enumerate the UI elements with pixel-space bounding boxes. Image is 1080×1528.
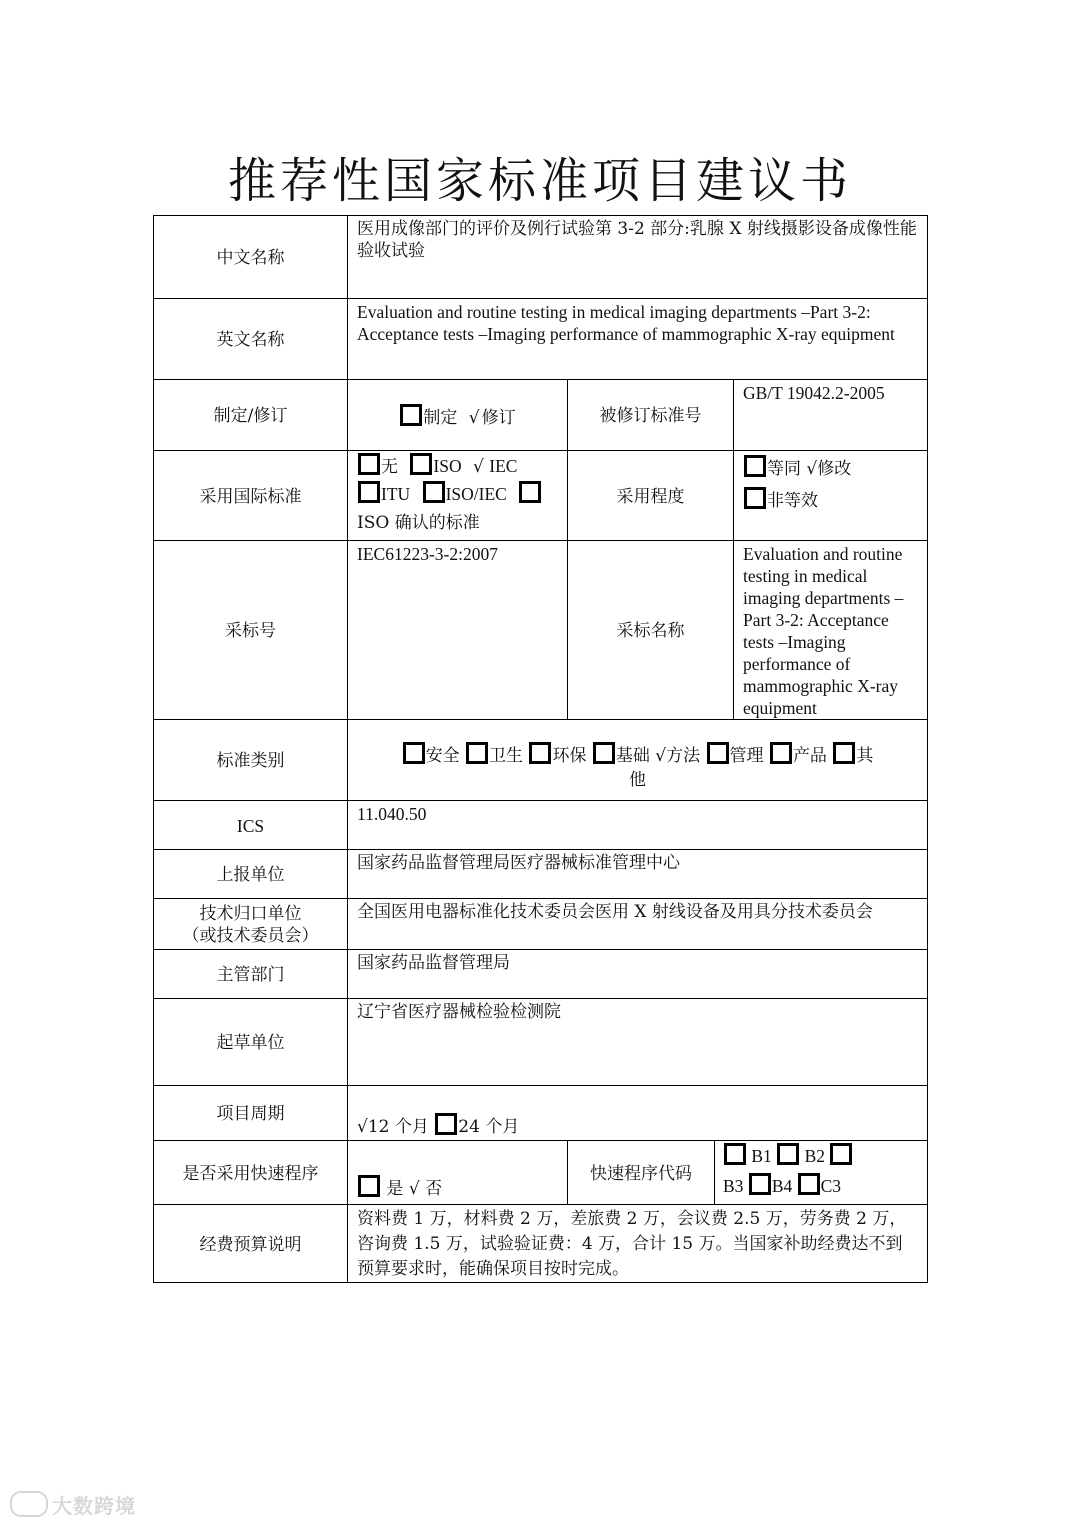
checkbox-fast-yes[interactable] [358, 1175, 380, 1197]
opt-iec-label: IEC [489, 456, 518, 476]
row-category [154, 720, 928, 801]
row-en-name [154, 299, 928, 380]
checkbox-management[interactable] [707, 742, 729, 764]
tech-label [154, 899, 348, 950]
health-label: 卫生 [489, 746, 524, 766]
b1-label: B1 [751, 1146, 772, 1166]
fast-label: 是否采用快速程序 [154, 1141, 348, 1205]
ics-value: 11.040.50 [348, 801, 928, 850]
checkbox-iso-recognized[interactable] [519, 481, 541, 503]
intl-options [348, 451, 568, 541]
other-label-b: 他 [629, 770, 646, 790]
checkbox-b4[interactable] [749, 1173, 771, 1195]
revised-number-value: GB/T 19042.2-2005 [734, 380, 928, 451]
dept-value: 国家药品监督管理局 [348, 950, 928, 999]
watermark [10, 1490, 136, 1519]
checkbox-safety[interactable] [403, 742, 425, 764]
checkbox-b3[interactable] [830, 1143, 852, 1165]
checkbox-b2[interactable] [777, 1143, 799, 1165]
check-mark: √ [473, 457, 484, 477]
period-12-label: 12 个月 [367, 1117, 429, 1137]
check-mark: √ [806, 459, 818, 479]
ics-label: ICS [154, 801, 348, 850]
fast-code-options [715, 1141, 928, 1205]
row-revise [154, 380, 928, 451]
method-label: 方法 [666, 746, 701, 766]
submitter-value: 国家药品监督管理局医疗器械标准管理中心 [348, 850, 928, 899]
en-name-value: Evaluation and routine testing in medical imaging departments –Part 3-2: Acceptance tests –Imaging performance of mammographic X-ray equipment [348, 299, 928, 380]
revised-number-label: 被修订标准号 [568, 380, 734, 451]
checkbox-other[interactable] [833, 742, 855, 764]
product-label: 产品 [792, 746, 827, 766]
fast-yes-label: 是 [386, 1179, 404, 1199]
tech-label-line2: （或技术委员会） [182, 926, 319, 946]
row-budget [154, 1205, 928, 1283]
adopt-name-label: 采标名称 [568, 541, 734, 720]
revise-label: 制定/修订 [154, 380, 348, 451]
row-period [154, 1086, 928, 1141]
environment-label: 环保 [552, 746, 587, 766]
basic-label: 基础 [615, 746, 650, 766]
row-cn-name [154, 216, 928, 299]
checkbox-b1[interactable] [724, 1143, 746, 1165]
period-options [348, 1086, 928, 1141]
other-label-a: 其 [856, 746, 874, 766]
watermark-logo-icon [10, 1491, 48, 1517]
tech-value: 全国医用电器标准化技术委员会医用 X 射线设备及用具分技术委员会 [348, 899, 928, 950]
en-name-label: 英文名称 [154, 299, 348, 380]
fast-options [348, 1141, 568, 1205]
checkbox-24-months[interactable] [435, 1113, 457, 1135]
drafter-value: 辽宁省医疗器械检验检测院 [348, 999, 928, 1086]
cn-name-value: 医用成像部门的评价及例行试验第 3-2 部分:乳腺 X 射线摄影设备成像性能验收试验 [348, 216, 928, 299]
fast-no-label: 否 [425, 1179, 443, 1199]
formulate-label: 制定 [423, 407, 458, 428]
category-label: 标准类别 [154, 720, 348, 801]
row-fast [154, 1141, 928, 1205]
tech-label-line1: 技术归口单位 [199, 904, 302, 924]
row-submitter [154, 850, 928, 899]
revise-option-label: 修订 [481, 407, 516, 428]
b4-label: B4 [771, 1176, 793, 1196]
management-label: 管理 [729, 746, 764, 766]
category-options [348, 720, 928, 801]
adopt-number: IEC61223-3-2:2007 [348, 541, 568, 720]
period-24-label: 24 个月 [458, 1117, 520, 1137]
checkbox-product[interactable] [770, 742, 792, 764]
check-mark: √ [408, 1179, 420, 1199]
degree-label: 采用程度 [568, 451, 734, 541]
budget-label: 经费预算说明 [154, 1205, 348, 1283]
check-mark: √ [655, 746, 667, 766]
deg-modify-label: 修改 [817, 459, 852, 479]
fast-code-label: 快速程序代码 [568, 1141, 715, 1205]
b3-label: B3 [723, 1176, 744, 1196]
checkbox-nonequal[interactable] [744, 487, 766, 509]
checkbox-equal[interactable] [744, 455, 766, 477]
dept-label: 主管部门 [154, 950, 348, 999]
degree-options [734, 451, 928, 541]
checkbox-environment[interactable] [529, 742, 551, 764]
row-tech [154, 899, 928, 950]
row-dept [154, 950, 928, 999]
row-adopt [154, 541, 928, 720]
deg-nonequal-label: 非等效 [767, 491, 818, 511]
opt-iso-label: ISO [433, 456, 462, 476]
opt-iso-recognized-label: ISO 确认的标准 [357, 513, 480, 533]
checkbox-isoiec[interactable] [423, 481, 445, 503]
checkbox-c3[interactable] [798, 1173, 820, 1195]
opt-isoiec-label: ISO/IEC [445, 484, 507, 504]
b2-label: B2 [804, 1146, 825, 1166]
page-title: 推荐性国家标准项目建议书 [227, 153, 852, 209]
opt-none-label: 无 [381, 457, 398, 477]
deg-equal-label: 等同 [767, 459, 801, 479]
budget-value: 资料费 1 万，材料费 2 万，差旅费 2 万，会议费 2.5 万，劳务费 2 万，咨询费 1.5 万，试验验证费：4 万，合计 15 万。当国家补助经费达不到预算要求时，能确保项目按时完成。 [348, 1205, 928, 1283]
check-mark: √ [468, 407, 480, 428]
checkbox-health[interactable] [466, 742, 488, 764]
watermark-text: 大数跨境 [52, 1494, 136, 1518]
drafter-label: 起草单位 [154, 999, 348, 1086]
revise-options [348, 380, 568, 451]
checkbox-none[interactable] [358, 453, 380, 475]
opt-itu-label: ITU [381, 484, 411, 504]
checkbox-itu[interactable] [358, 481, 380, 503]
intl-label: 采用国际标准 [154, 451, 348, 541]
proposal-form [153, 215, 928, 1283]
check-mark: √ [357, 1117, 368, 1137]
adopt-label: 采标号 [154, 541, 348, 720]
period-label: 项目周期 [154, 1086, 348, 1141]
row-drafter [154, 999, 928, 1086]
cn-name-label: 中文名称 [154, 216, 348, 299]
safety-label: 安全 [425, 746, 460, 766]
adopt-name-value: Evaluation and routine testing in medical imaging departments –Part 3-2: Acceptance tests –Imaging performance of mammographic X-ray equipment [734, 541, 928, 720]
c3-label: C3 [820, 1176, 842, 1196]
submitter-label: 上报单位 [154, 850, 348, 899]
row-intl [154, 451, 928, 541]
checkbox-formulate[interactable] [400, 404, 422, 426]
checkbox-basic[interactable] [593, 742, 615, 764]
row-ics [154, 801, 928, 850]
checkbox-iso[interactable] [410, 453, 432, 475]
